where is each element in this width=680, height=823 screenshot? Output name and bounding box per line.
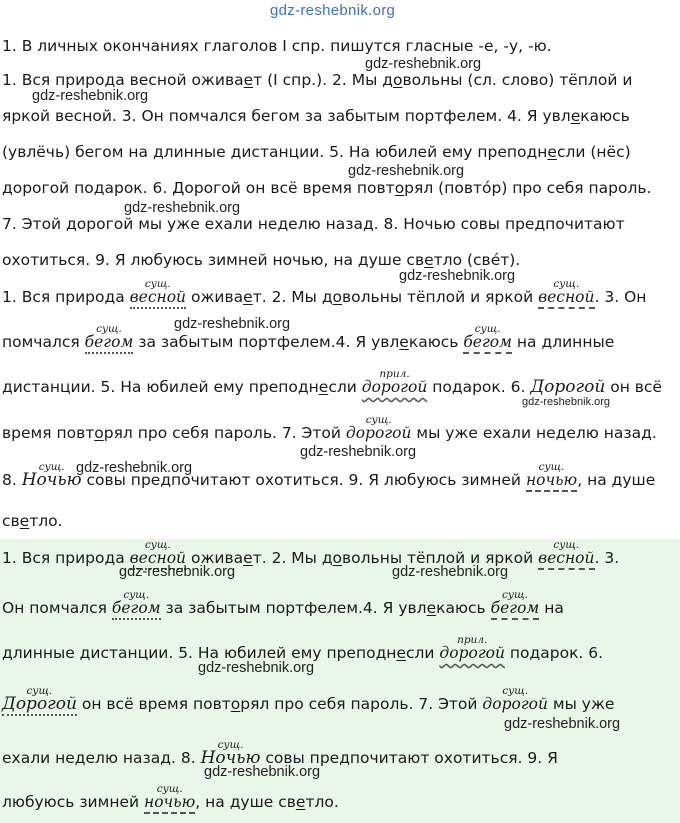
rule-text: 1. В личных окончаниях глаголов I спр. пишутся гласные -е, -у, -ю. bbox=[2, 37, 552, 55]
p1-line3: (увлёчь) бегом на длинные дистанции. 5. На юбилей ему преподнесли (нёс) bbox=[2, 143, 631, 161]
word-noun: сущ. весной bbox=[130, 548, 186, 570]
watermark: gdz-reshebnik.org bbox=[204, 764, 321, 780]
watermark: gdz-reshebnik.org bbox=[76, 460, 193, 476]
word-noun: сущ. бегом bbox=[85, 332, 134, 354]
word-noun: Дорогой bbox=[530, 377, 606, 397]
watermark: gdz-reshebnik.org bbox=[522, 396, 611, 408]
p2-line3: дистанции. 5. На юбилей ему преподнесли прил. дорогой подарок. 6. Дорогой он всё bbox=[2, 368, 662, 397]
watermark: gdz-reshebnik.org bbox=[174, 316, 291, 332]
watermark: gdz-reshebnik.org bbox=[365, 56, 482, 72]
word-noun: сущ. дорогой bbox=[345, 414, 412, 442]
watermark: gdz-reshebnik.org bbox=[300, 444, 417, 460]
word-noun: сущ. бегом bbox=[491, 598, 540, 620]
word-adj: прил. дорогой bbox=[439, 634, 505, 662]
p2-line1: 1. Вся природа сущ. весной оживaет. 2. Мы довольны тёплой и яркой сущ. весной. 3. Он bbox=[2, 287, 646, 309]
watermark: gdz-reshebnik.org bbox=[32, 88, 149, 104]
watermark: gdz-reshebnik.org bbox=[348, 163, 465, 179]
word-noun: сущ. дорогой bbox=[482, 685, 548, 713]
p2-line2: помчался сущ. бегом за забытым портфелем.4. Я увлекаюсь сущ. бегом на длинные bbox=[2, 332, 614, 354]
watermark: gdz-reshebnik.org bbox=[399, 268, 516, 284]
p3-line2: Он помчался сущ. бегом за забытым портфелем.4. Я увлекаюсь сущ. бегом на bbox=[2, 598, 564, 620]
highlighted-answer-block bbox=[0, 539, 680, 823]
watermark: gdz-reshebnik.org bbox=[392, 564, 509, 580]
word-noun: сущ. весной bbox=[538, 548, 594, 570]
word-noun: сущ. весной bbox=[130, 287, 186, 309]
p1-line4: дорогой подарок. 6. Дорогой он всё время повторял (повтóр) про себя пароль. bbox=[2, 179, 652, 197]
p3-line6: любуюсь зимней сущ. ночью, на душе светло. bbox=[2, 792, 339, 814]
p1-line1: 1. Вся природа весной оживaет (I спр.). 2. Мы довольны (сл. слово) тёплой и bbox=[2, 71, 633, 89]
p1-line2: яркой весной. 3. Он помчался бегом за забытым портфелем. 4. Я увлекаюсь bbox=[2, 107, 630, 125]
word-noun: сущ. Дорогой bbox=[2, 685, 77, 714]
p2-line4: время повторял про себя пароль. 7. Этой сущ. дорогой мы уже ехали неделю назад. bbox=[2, 414, 657, 442]
word-noun: сущ. бегом bbox=[463, 332, 512, 354]
word-noun: сущ. ночью bbox=[526, 470, 577, 492]
watermark: gdz-reshebnik.org bbox=[198, 660, 315, 676]
word-noun: сущ. ночью bbox=[144, 792, 195, 814]
p1-line5: 7. Этой дорогой мы уже ехали неделю назад. 8. Ночью совы предпочитают bbox=[2, 215, 625, 233]
watermark: gdz-reshebnik.org bbox=[124, 200, 241, 216]
p3-line5: ехали неделю назад. 8. сущ. Ночью совы предпочитают охотиться. 9. Я bbox=[2, 739, 558, 768]
watermark: gdz-reshebnik.org bbox=[119, 564, 236, 580]
watermark: gdz-reshebnik.org bbox=[504, 716, 621, 732]
word-noun: сущ. бегом bbox=[112, 598, 161, 620]
p3-line1: 1. Вся природа сущ. весной оживaет. 2. Мы довольны тёплой и яркой сущ. весной. 3. bbox=[2, 548, 619, 570]
p3-line4: сущ. Дорогой он всё время повторял про себя пароль. 7. Этой сущ. дорогой мы уже bbox=[2, 685, 615, 714]
p1-line6: охотиться. 9. Я любуюсь зимней ночью, на душе светло (свéт). bbox=[2, 251, 521, 269]
p2-line5: 8. сущ. Ночью совы предпочитают охотиться. 9. Я любуюсь зимней сущ. ночью, на душе bbox=[2, 461, 656, 490]
p3-line3: длинные дистанции. 5. На юбилей ему преподнесли прил. дорогой подарок. 6. bbox=[2, 634, 604, 662]
word-noun: сущ. Ночью bbox=[21, 461, 82, 490]
site-title[interactable]: gdz-reshebnik.org bbox=[270, 2, 396, 19]
word-adj: прил. дорогой bbox=[361, 368, 428, 396]
p2-line6: светло. bbox=[2, 512, 63, 530]
word-noun: сущ. весной bbox=[538, 287, 594, 309]
word-noun: сущ. Ночью bbox=[200, 739, 261, 768]
